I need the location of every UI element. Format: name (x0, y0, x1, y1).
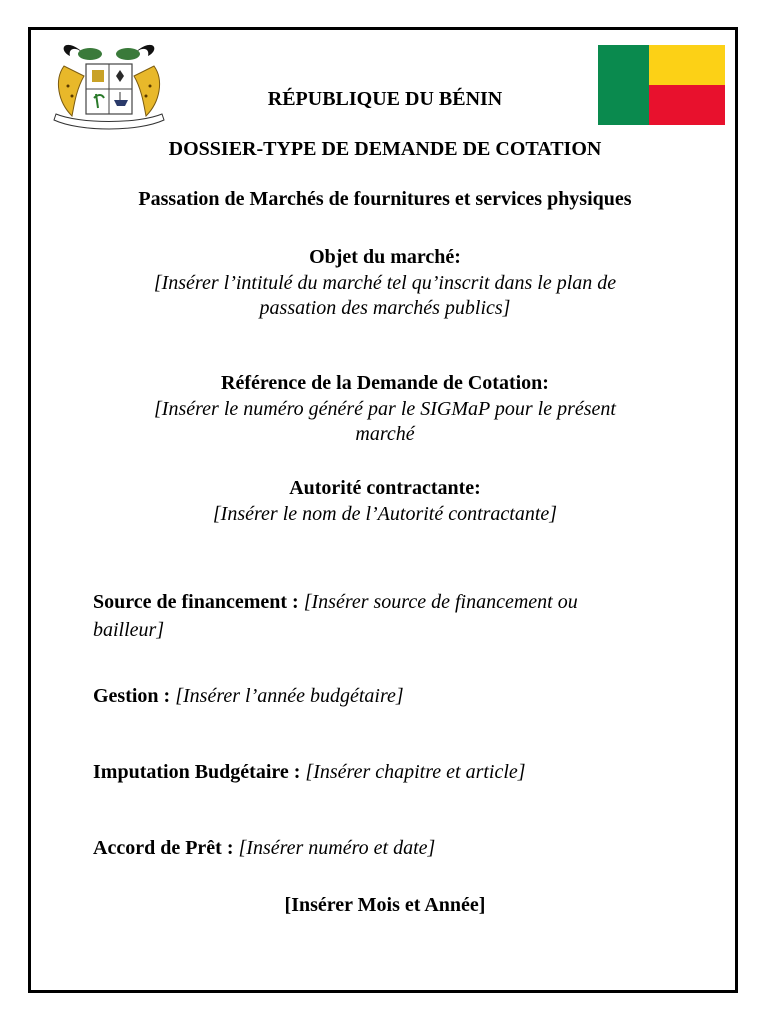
reference-placeholder-line2: marché (355, 423, 415, 445)
authority-label: Autorité contractante: (289, 477, 481, 499)
gestion-placeholder: [Insérer l’année budgétaire] (175, 685, 404, 707)
reference-label: Référence de la Demande de Cotation: (221, 372, 549, 394)
financing-placeholder-line1: [Insérer source de financement ou (303, 591, 578, 613)
document-title: DOSSIER-TYPE DE DEMANDE DE COTATION (168, 138, 602, 160)
financing-placeholder-line2: bailleur] (93, 619, 165, 641)
imputation-placeholder: [Insérer chapitre et article] (305, 761, 526, 783)
benin-flag-image (598, 45, 725, 125)
republic-heading: RÉPUBLIQUE DU BÉNIN (267, 88, 503, 110)
date-placeholder: [Insérer Mois et Année] (284, 894, 486, 916)
object-placeholder-line2: passation des marchés publics] (259, 297, 511, 319)
object-placeholder-line1: [Insérer l’intitulé du marché tel qu’inscrit dans le plan de (153, 272, 617, 294)
financing-label: Source de financement : (93, 591, 299, 613)
object-label: Objet du marché: (309, 246, 461, 268)
financing-field (93, 588, 693, 644)
loan-field (93, 834, 693, 862)
imputation-label: Imputation Budgétaire : (93, 761, 301, 783)
loan-label: Accord de Prêt : (93, 837, 234, 859)
document-subtitle: Passation de Marchés de fournitures et services physiques (138, 188, 632, 210)
gestion-field (93, 682, 693, 710)
loan-placeholder: [Insérer numéro et date] (238, 837, 436, 859)
benin-coat-of-arms-logo (50, 36, 168, 132)
imputation-field (93, 758, 693, 786)
reference-placeholder-line1: [Insérer le numéro généré par le SIGMaP pour le présent (154, 398, 616, 420)
gestion-label: Gestion : (93, 685, 171, 707)
authority-placeholder: [Insérer le nom de l’Autorité contractante] (212, 503, 558, 525)
